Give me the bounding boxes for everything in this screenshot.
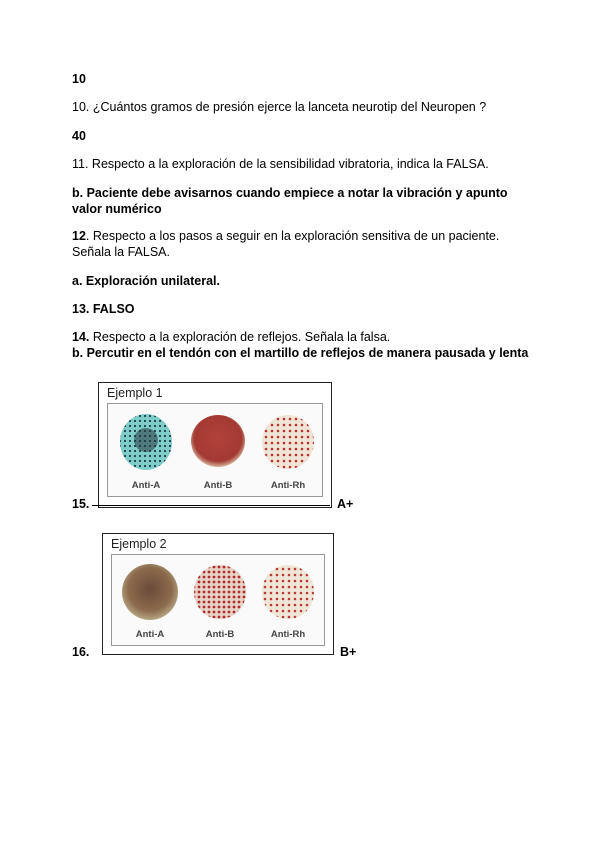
figure-2-frame: [102, 533, 334, 655]
figure-2-answer: B+: [340, 645, 357, 659]
figure-1-label-anti-b: Anti-B: [203, 480, 233, 491]
figure-2-panel: [111, 554, 325, 646]
q12-body: . Respecto a los pasos a seguir en la exploración sensitiva de un paciente. Señala la FALSA.: [72, 229, 500, 259]
figure-1-underline: [92, 505, 330, 506]
figure-2-number: 16.: [72, 645, 90, 659]
figure-2-label-anti-rh: Anti-Rh: [270, 629, 306, 640]
q14-answer: b. Percutir en el tendón con el martillo de reflejos de manera pausada y lenta: [72, 346, 529, 360]
q12-text: [72, 228, 532, 260]
anti-b-sample-1: [191, 415, 245, 467]
figure-1-panel: [107, 403, 323, 497]
figure-1-answer: A+: [337, 497, 354, 511]
q10-number: 10: [72, 72, 86, 86]
anti-rh-sample-1: [262, 415, 314, 469]
q14-number: 14.: [72, 330, 90, 344]
q10-answer: 40: [72, 129, 86, 143]
figure-1-number: 15.: [72, 497, 90, 511]
q14-body: Respecto a la exploración de reflejos. Señala la falsa.: [89, 330, 391, 344]
q12-number: 12: [72, 229, 86, 243]
q13-answer: 13. FALSO: [72, 302, 135, 316]
anti-b-sample-2: [194, 565, 246, 619]
figure-1-title: Ejemplo 1: [107, 386, 163, 400]
figure-2-label-anti-b: Anti-B: [205, 629, 235, 640]
q10-text: 10. ¿Cuántos gramos de presión ejerce la lanceta neurotip del Neuropen ?: [72, 100, 487, 114]
figure-1-frame: [98, 382, 332, 508]
q11-text: 11. Respecto a la exploración de la sensibilidad vibratoria, indica la FALSA.: [72, 157, 489, 171]
figure-2-label-anti-a: Anti-A: [135, 629, 165, 640]
figure-1-label-anti-a: Anti-A: [131, 480, 161, 491]
q14-text: [72, 329, 532, 345]
figure-2-title: Ejemplo 2: [111, 537, 167, 551]
anti-a-sample-2: [122, 564, 178, 620]
figure-1-label-anti-rh: Anti-Rh: [270, 480, 306, 491]
anti-rh-sample-2: [262, 565, 314, 619]
q11-answer: b. Paciente debe avisarnos cuando empiece a notar la vibración y apunto valor numérico: [72, 186, 508, 216]
q12-answer: a. Exploración unilateral.: [72, 274, 220, 288]
